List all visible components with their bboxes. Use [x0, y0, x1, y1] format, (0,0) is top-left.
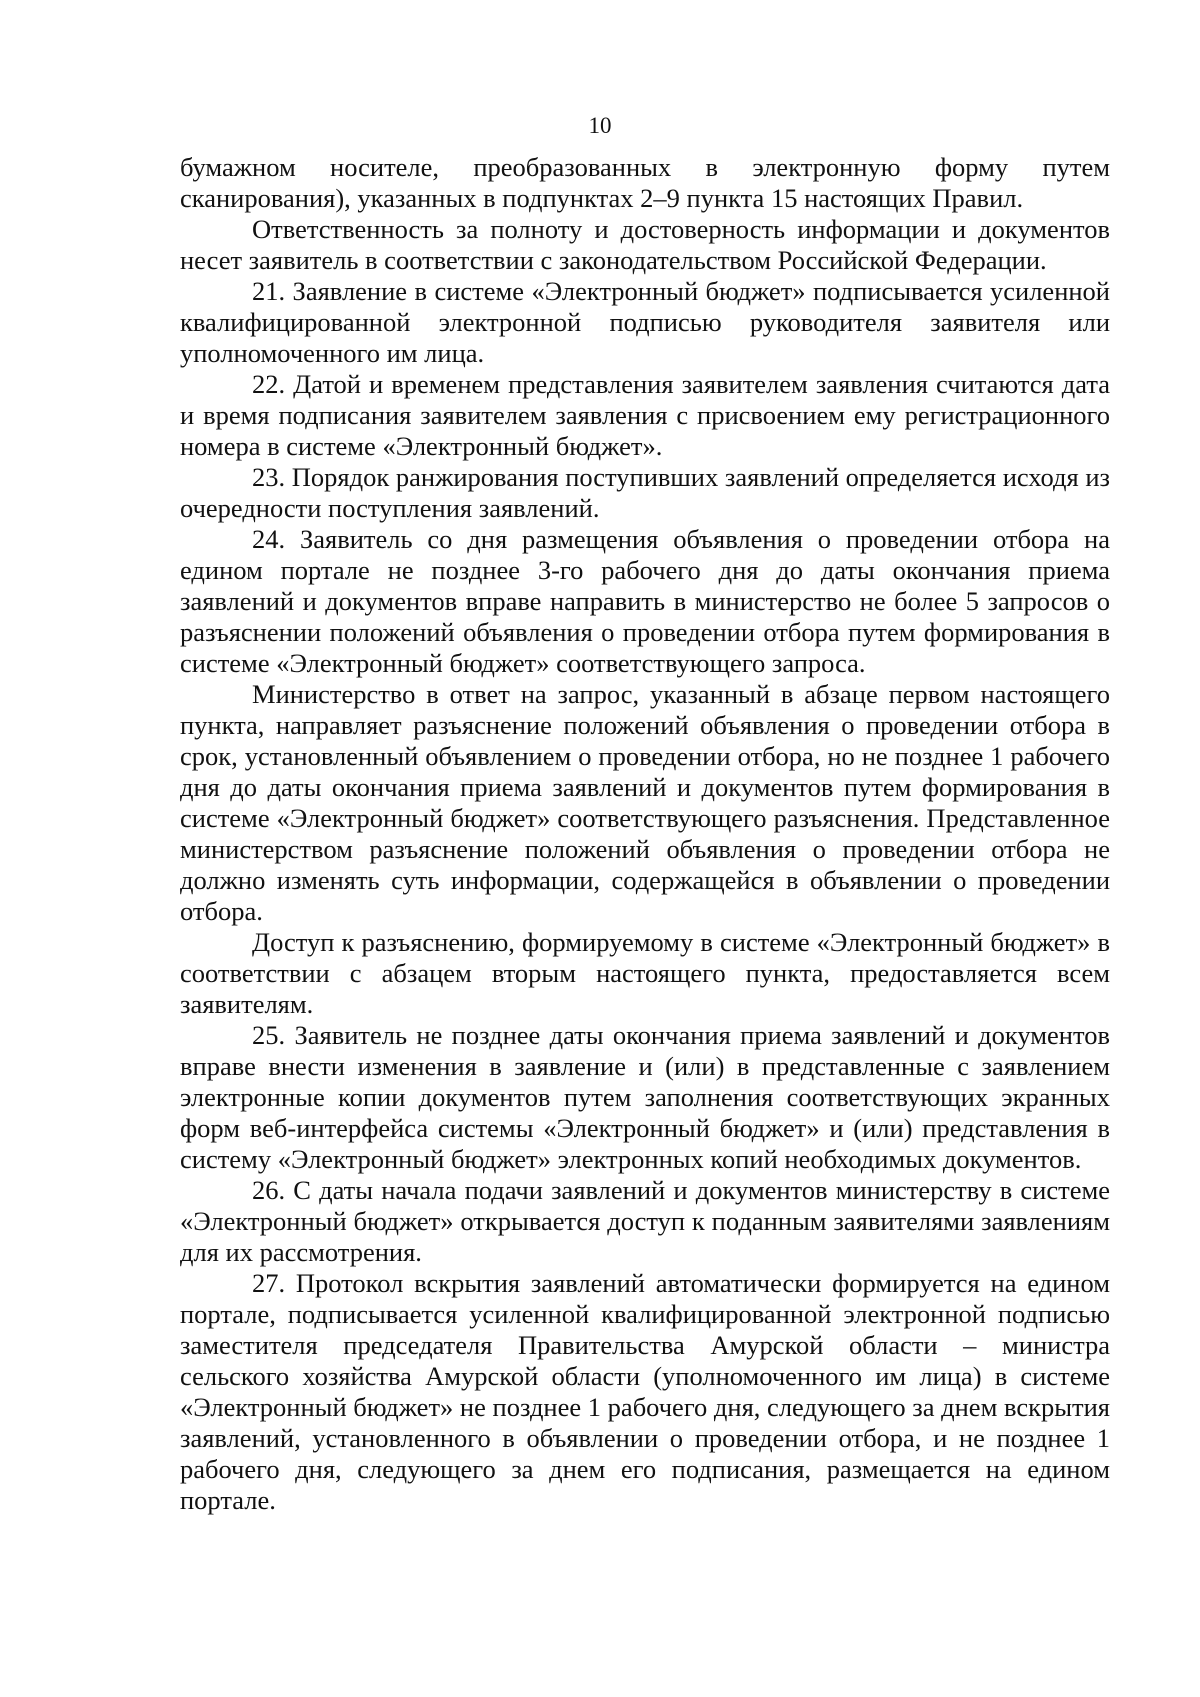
paragraph-continuation: бумажном носителе, преобразованных в электронную форму путем сканирования), указанных в подпунктах 2–9 пункта 15 настоящих Правил.	[180, 152, 1110, 213]
paragraph-22: 22. Датой и временем представления заявителем заявления считаются дата и время подписания заявителем заявления с присвоением ему регистрационного номера в системе «Электронный бюджет».	[180, 369, 1110, 461]
paragraph-24-ministry-reply: Министерство в ответ на запрос, указанный в абзаце первом настоящего пункта, направляет разъяснение положений объявления о проведении отбора в срок, установленный объявлением о проведении отбора, но не позднее 1 рабочего дня до даты окончания приема заявлений и документов путем формирования в системе «Электронный бюджет» соответствующего разъяснения. Представленное министерством разъяснение положений объявления о проведении отбора не должно изменять суть информации, содержащейся в объявлении о проведении отбора.	[180, 679, 1110, 926]
paragraph-21: 21. Заявление в системе «Электронный бюджет» подписывается усиленной квалифицированной электронной подписью руководителя заявителя или уполномоченного им лица.	[180, 276, 1110, 368]
paragraph-23: 23. Порядок ранжирования поступивших заявлений определяется исходя из очередности поступления заявлений.	[180, 462, 1110, 523]
paragraph-24-access: Доступ к разъяснению, формируемому в системе «Электронный бюджет» в соответствии с абзацем вторым настоящего пункта, предоставляется всем заявителям.	[180, 927, 1110, 1019]
paragraph-27: 27. Протокол вскрытия заявлений автоматически формируется на едином портале, подписывается усиленной квалифицированной электронной подписью заместителя председателя Правительства Амурской области – министра сельского хозяйства Амурской области (уполномоченного им лица) в системе «Электронный бюджет» не позднее 1 рабочего дня, следующего за днем вскрытия заявлений, установленного в объявлении о проведении отбора, и не позднее 1 рабочего дня, следующего за днем его подписания, размещается на едином портале.	[180, 1268, 1110, 1515]
page-number: 10	[588, 113, 612, 138]
paragraph-24: 24. Заявитель со дня размещения объявления о проведении отбора на едином портале не позднее 3-го рабочего дня до даты окончания приема заявлений и документов вправе направить в министерство не более 5 запросов о разъяснении положений объявления о проведении отбора путем формирования в системе «Электронный бюджет» соответствующего запроса.	[180, 524, 1110, 678]
document-body	[180, 152, 1110, 1516]
paragraph-responsibility: Ответственность за полноту и достоверность информации и документов несет заявитель в соответствии с законодательством Российской Федерации.	[180, 214, 1110, 275]
paragraph-25: 25. Заявитель не позднее даты окончания приема заявлений и документов вправе внести изменения в заявление и (или) в представленные с заявлением электронные копии документов путем заполнения соответствующих экранных форм веб-интерфейса системы «Электронный бюджет» и (или) представления в систему «Электронный бюджет» электронных копий необходимых документов.	[180, 1020, 1110, 1174]
paragraph-26: 26. С даты начала подачи заявлений и документов министерству в системе «Электронный бюджет» открывается доступ к поданным заявителями заявлениям для их рассмотрения.	[180, 1175, 1110, 1267]
